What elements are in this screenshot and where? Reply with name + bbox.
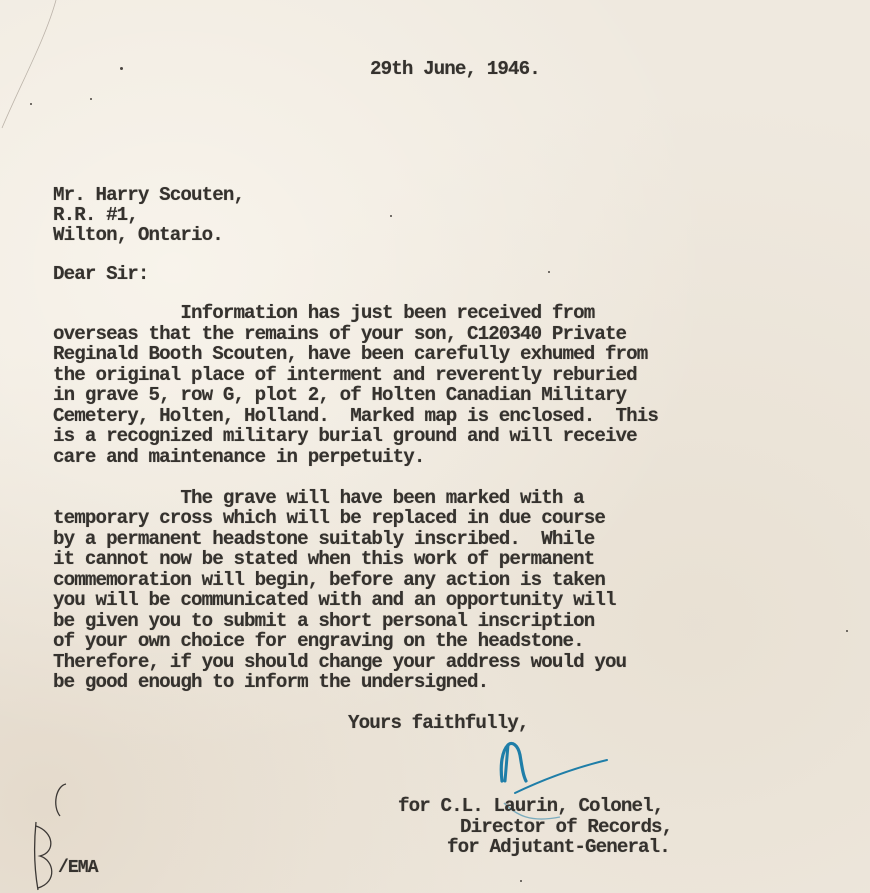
signature-line-3: for Adjutant-General. xyxy=(447,836,670,858)
paragraph-line: overseas that the remains of your son, C120340 Private xyxy=(53,323,627,345)
paragraph-line: care and maintenance in perpetuity. xyxy=(53,446,425,468)
paragraph-line: commemoration will begin, before any action is taken xyxy=(53,569,605,591)
recipient-address-line1: R.R. #1, xyxy=(53,204,138,226)
paper-speck xyxy=(90,98,92,100)
paragraph-line: you will be communicated with and an opportunity will xyxy=(53,589,616,611)
paragraph-line: it cannot now be stated when this work of permanent xyxy=(53,548,595,570)
paragraph-line: Information has just been received from xyxy=(53,302,595,324)
letter-date: 29th June, 1946. xyxy=(370,58,540,80)
paper-speck xyxy=(520,880,522,882)
paper-speck xyxy=(548,271,550,273)
paragraph-line: The grave will have been marked with a xyxy=(53,487,584,509)
paper-speck xyxy=(390,215,392,217)
paragraph-line: be given you to submit a short personal inscription xyxy=(53,610,595,632)
paragraph-line: is a recognized military burial ground and will receive xyxy=(53,425,637,447)
paragraph-line: Cemetery, Holten, Holland. Marked map is enclosed. This xyxy=(53,405,659,427)
paper-speck xyxy=(30,103,32,105)
closing: Yours faithfully, xyxy=(348,712,529,734)
paragraph-line: Therefore, if you should change your address would you xyxy=(53,651,627,673)
paragraph-line: Reginald Booth Scouten, have been carefully exhumed from xyxy=(53,343,648,365)
salutation: Dear Sir: xyxy=(53,263,149,285)
paragraph-line: be good enough to inform the undersigned. xyxy=(53,671,489,693)
paper-speck xyxy=(120,67,123,70)
recipient-address-line2: Wilton, Ontario. xyxy=(53,224,223,246)
reference-initials: /EMA xyxy=(58,858,98,878)
paragraph-line: the original place of interment and reverently reburied xyxy=(53,364,637,386)
paragraph-line: in grave 5, row G, plot 2, of Holten Canadian Military xyxy=(53,384,627,406)
paper-speck xyxy=(846,630,848,632)
paragraph-line: by a permanent headstone suitably inscribed. While xyxy=(53,528,595,550)
signature-line-1: for C.L. Laurin, Colonel, xyxy=(398,795,664,817)
paper-crease xyxy=(0,0,60,130)
recipient-name: Mr. Harry Scouten, xyxy=(53,184,245,206)
paragraph-line: temporary cross which will be replaced in due course xyxy=(53,507,605,529)
paragraph-line: of your own choice for engraving on the headstone. xyxy=(53,630,584,652)
signature-line-2: Director of Records, xyxy=(460,816,673,838)
